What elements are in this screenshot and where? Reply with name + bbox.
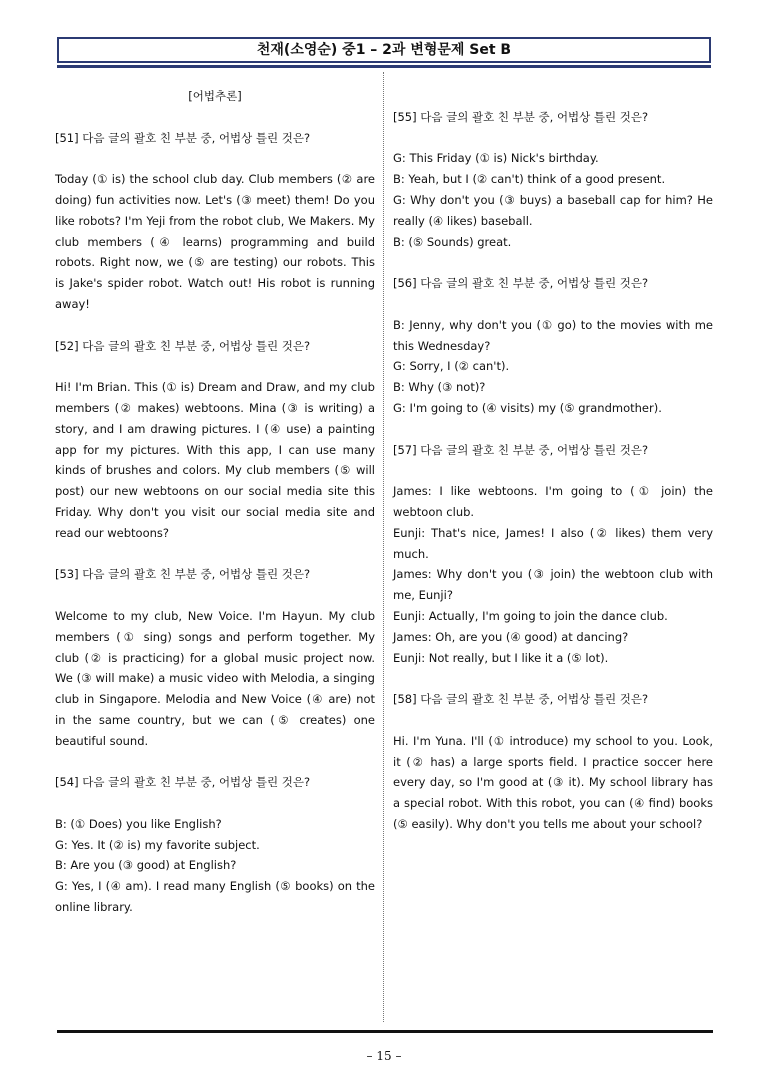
dialogue-line: G: Why don't you (③ buys) a baseball cap for him? He really (④ likes) baseball. [393, 192, 713, 228]
question-52 [55, 336, 375, 544]
question-55 [393, 107, 713, 253]
dialogue-line: James: I like webtoons. I'm going to (① join) the webtoon club. [393, 484, 713, 519]
question-body: Today (① is) the school club day. Club members (② are doing) fun activities now. Let's (③ meet) them! Do you like robots? I'm Yeji from the robot club, We Makers. My club members (④ learns) programming and build robots. Right now, we (⑤ are testing) our robots. This is Jake's spider robot. Watch out! His robot is running away! [55, 172, 375, 311]
dialogue-line: B: Jenny, why don't you (① go) to the movies with me this Wednesday? [393, 317, 713, 353]
dialogue-line: B: Are you (③ good) at English? [55, 858, 237, 873]
dialogue-line: G: Yes, I (④ am). I read many English (⑤ books) on the online library. [55, 879, 375, 915]
dialogue-line: B: (⑤ Sounds) great. [393, 234, 512, 249]
question-title: [53] 다음 글의 괄호 친 부분 중, 어법상 틀린 것은? [55, 567, 311, 582]
question-title: [54] 다음 글의 괄호 친 부분 중, 어법상 틀린 것은? [55, 775, 311, 790]
dialogue-line: Eunji: That's nice, James! I also (② likes) them very much. [393, 525, 713, 561]
footer-rule [57, 1030, 713, 1033]
question-title: [55] 다음 글의 괄호 친 부분 중, 어법상 틀린 것은? [393, 109, 649, 124]
question-dialogue [393, 481, 713, 668]
question-dialogue [393, 148, 713, 252]
header-underline [57, 65, 711, 68]
question-title: [56] 다음 글의 괄호 친 부분 중, 어법상 틀린 것은? [393, 276, 649, 291]
dialogue-line: B: Why (③ not)? [393, 380, 486, 395]
right-column [393, 86, 713, 855]
question-51 [55, 128, 375, 315]
dialogue-line: B: Yeah, but I (② can't) think of a good present. [393, 172, 666, 187]
question-body: Hi! I'm Brian. This (① is) Dream and Draw, and my club members (② makes) webtoons. Mina (③ is writing) a story, and I am drawing pictures. I (④ use) a painting app for my pictures. With this app, I can use many kinds of brushes and colors. My club members (⑤ will post) our new webtoons on our social media site this Friday. Why don't you visit our social media site and read our webtoons? [55, 380, 375, 540]
page-header-title: 천재(소영순) 중1 – 2과 변형문제 Set B [57, 37, 711, 63]
question-title: [52] 다음 글의 괄호 친 부분 중, 어법상 틀린 것은? [55, 338, 311, 353]
question-54 [55, 772, 375, 918]
question-body: Hi. I'm Yuna. I'll (① introduce) my school to you. Look, it (② has) a large sports field. I practice soccer here every day, so I'm good at (③ it). My school library has a special robot. With this robot, you can (④ find) books (⑤ easily). Why don't you tells me about your school? [393, 733, 713, 831]
question-57 [393, 440, 713, 669]
section-label: [어법추론] [188, 89, 242, 103]
dialogue-line: G: Yes. It (② is) my favorite subject. [55, 837, 260, 852]
dialogue-line: B: (① Does) you like English? [55, 816, 222, 831]
question-53 [55, 564, 375, 751]
dialogue-line: James: Why don't you (③ join) the webtoon club with me, Eunji? [393, 567, 713, 603]
question-body: Welcome to my club, New Voice. I'm Hayun. My club members (① sing) songs and perform together. My club (② is practicing) for a global music project now. We (③ will make) a music video with Melodia, a singing club in Singapore. Melodia and New Voice (④ are) not in the same country, but we can (⑤ creates) one beautiful sound. [55, 608, 375, 748]
question-title: [58] 다음 글의 괄호 친 부분 중, 어법상 틀린 것은? [393, 692, 649, 707]
page-number: – 15 – [366, 1049, 402, 1063]
question-dialogue [393, 315, 713, 419]
dialogue-line: James: Oh, are you (④ good) at dancing? [393, 629, 629, 644]
column-divider [383, 72, 384, 1022]
question-56 [393, 273, 713, 419]
left-column [55, 86, 375, 939]
question-58 [393, 689, 713, 835]
dialogue-line: G: Sorry, I (② can't). [393, 359, 510, 374]
question-title: [57] 다음 글의 괄호 친 부분 중, 어법상 틀린 것은? [393, 442, 649, 457]
dialogue-line: G: This Friday (① is) Nick's birthday. [393, 151, 599, 166]
dialogue-line: G: I'm going to (④ visits) my (⑤ grandmother). [393, 400, 662, 415]
dialogue-line: Eunji: Not really, but I like it a (⑤ lot). [393, 650, 609, 665]
question-dialogue [55, 814, 375, 918]
dialogue-line: Eunji: Actually, I'm going to join the dance club. [393, 608, 668, 623]
question-title: [51] 다음 글의 괄호 친 부분 중, 어법상 틀린 것은? [55, 130, 311, 145]
